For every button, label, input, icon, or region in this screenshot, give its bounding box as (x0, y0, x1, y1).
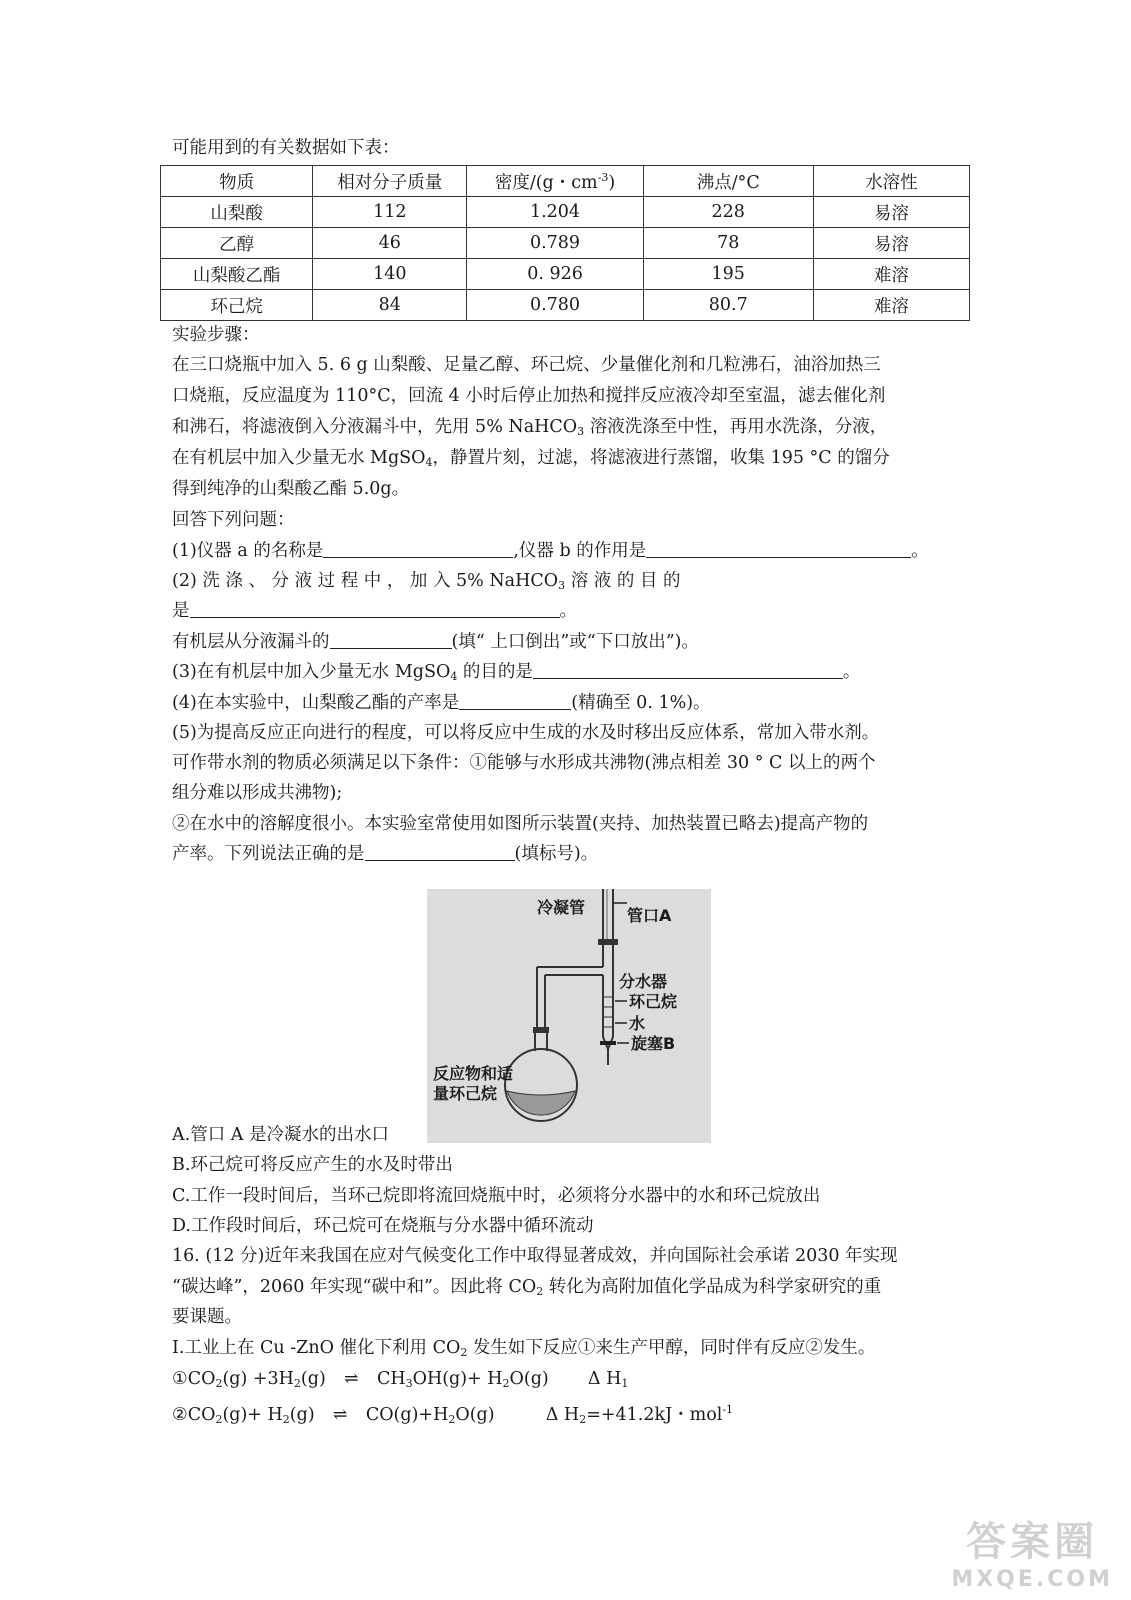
option-c: C.工作一段时间后，当环己烷即将流回烧瓶中时，必须将分水器中的水和环己烷放出 (172, 1186, 821, 1206)
table-cell: 0.780 (467, 290, 643, 321)
question-2: (2) 洗 涤 、 分 液 过 程 中 ， 加 入 5% NaHCO$_3$ 溶 液 的 目 的 (172, 571, 681, 592)
apparatus-figure (427, 889, 711, 1143)
table-row (161, 197, 970, 228)
table-row (161, 228, 970, 259)
answer-blank[interactable] (459, 691, 571, 710)
watermark-logo: 答案圈 MXQE.COM (951, 1519, 1113, 1592)
header-solubility: 水溶性 (813, 166, 969, 197)
table-cell: 易溶 (813, 197, 969, 228)
option-b: B.环己烷可将反应产生的水及时带出 (172, 1155, 453, 1175)
question-5-cont: 可作带水剂的物质必须满足以下条件：①能够与水形成共沸物(沸点相差 30 ° C 以上的两个 (172, 753, 876, 773)
apparatus-drawing (427, 889, 711, 1143)
option-d: D.工作段时间后，环己烷可在烧瓶与分水器中循环流动 (172, 1216, 594, 1236)
table-cell: 1.204 (467, 197, 643, 228)
header-boiling-point: 沸点/°C (643, 166, 813, 197)
table-cell: 山梨酸 (161, 197, 313, 228)
table-cell: 195 (643, 259, 813, 290)
question-16: 16. (12 分)近年来我国在应对气候变化工作中取得显著成效，并向国际社会承诺 2030 年实现 (172, 1246, 898, 1266)
table-cell: 78 (643, 228, 813, 259)
label-port-a: 管口A (627, 906, 672, 925)
table-cell: 0. 926 (467, 259, 643, 290)
table-cell: 难溶 (813, 259, 969, 290)
table-cell: 0.789 (467, 228, 643, 259)
reaction-1: $①CO_2(g) +3H_2(g)$ ⇌ $CH_3OH(g)+ H_2O(g)$ Δ $H_1$ (172, 1364, 962, 1399)
steps-line: 得到纯净的山梨酸乙酯 5.0g。 (172, 479, 410, 499)
answer-blank[interactable] (323, 539, 513, 558)
answer-blank[interactable] (365, 842, 515, 861)
reaction-2: $②CO_2(g)+ H_2(g)$ ⇌ $CO(g)+H_2O(g)$ Δ $H_2=+41.2kJ$・mol$^{-1}$ (172, 1395, 962, 1435)
label-flask: 量环己烷 (433, 1084, 498, 1103)
data-table (160, 165, 970, 321)
question-2-cont: 有机层从分液漏斗的 (填“ 上口倒出”或“下口放出”)。 (172, 632, 700, 652)
header-substance: 物质 (161, 166, 313, 197)
question-16-cont: “碳达峰”，2060 年实现“碳中和”。因此将 $CO_2$ 转化为高附加值化学品成为科学家研究的重 (172, 1277, 882, 1298)
question-16-cont: 要课题。 (172, 1307, 242, 1327)
table-header-row (161, 166, 970, 197)
table-cell: 山梨酸乙酯 (161, 259, 313, 290)
label-water: 水 (629, 1014, 646, 1033)
table-cell: 46 (313, 228, 467, 259)
table-cell: 环己烷 (161, 290, 313, 321)
table-intro: 可能用到的有关数据如下表： (172, 138, 400, 158)
steps-line: 在有机层中加入少量无水 MgSO$_4$，静置片刻，过滤，将滤液进行蒸馏，收集 195 °C 的馏分 (172, 448, 890, 469)
table-cell: 易溶 (813, 228, 969, 259)
question-4: (4)在本实验中，山梨酸乙酯的产率是 (精确至 0. 1%)。 (172, 693, 711, 713)
label-condenser: 冷凝管 (537, 898, 586, 917)
equilibrium-arrow: ⇌ (344, 1369, 359, 1389)
table-cell: 228 (643, 197, 813, 228)
label-flask: 反应物和适 (433, 1064, 514, 1083)
table-row (161, 259, 970, 290)
label-cyclohexane: 环己烷 (629, 992, 678, 1011)
table-row (161, 290, 970, 321)
table-cell: 84 (313, 290, 467, 321)
question-5-cont: ②在水中的溶解度很小。本实验室常使用如图所示装置(夹持、加热装置已略去)提高产物的 (172, 814, 869, 834)
label-separator: 分水器 (619, 972, 668, 991)
question-16-cont: I.工业上在 Cu -ZnO 催化下利用 $CO_2$ 发生如下反应①来生产甲醇，同时伴有反应②发生。 (172, 1338, 876, 1359)
answer-blank[interactable] (330, 630, 452, 649)
header-density: 密度/(g・$cm^{-3}$) (467, 166, 643, 197)
question-5: (5)为提高反应正向进行的程度，可以将反应中生成的水及时移出反应体系，常加入带水剂。 (172, 723, 880, 743)
questions-title: 回答下列问题： (172, 510, 295, 530)
label-valve-b: 旋塞B (631, 1034, 676, 1053)
question-5-cont: 产率。下列说法正确的是 (填标号)。 (172, 844, 599, 864)
equilibrium-arrow: ⇌ (332, 1405, 348, 1425)
option-a: A.管口 A 是冷凝水的出水口 (172, 1125, 389, 1145)
question-1: (1)仪器 a 的名称是 ,仪器 b 的作用是 。 (172, 541, 929, 561)
table-cell: 难溶 (813, 290, 969, 321)
answer-blank[interactable] (646, 539, 911, 558)
table-cell: 乙醇 (161, 228, 313, 259)
table-cell: 140 (313, 259, 467, 290)
question-2-cont: 是 。 (172, 601, 577, 621)
steps-line: 口烧瓶，反应温度为 110°C，回流 4 小时后停止加热和搅拌反应液冷却至室温，滤去催化剂 (172, 386, 886, 406)
question-3: (3)在有机层中加入少量无水 MgSO$_4$ 的目的是 。 (172, 662, 861, 683)
table-cell: 80.7 (643, 290, 813, 321)
header-molar-mass: 相对分子质量 (313, 166, 467, 197)
table-cell: 112 (313, 197, 467, 228)
answer-blank[interactable] (190, 599, 560, 618)
answer-blank[interactable] (533, 660, 843, 679)
steps-line: 在三口烧瓶中加入 5. 6 g 山梨酸、足量乙醇、环己烷、少量催化剂和几粒沸石，油浴加热三 (172, 355, 881, 375)
question-5-cont: 组分难以形成共沸物); (172, 783, 343, 803)
steps-title: 实验步骤： (172, 325, 260, 345)
steps-line: 和沸石，将滤液倒入分液漏斗中，先用 5% NaHCO$_3$ 溶液洗涤至中性，再用水洗涤，分液， (172, 417, 888, 438)
